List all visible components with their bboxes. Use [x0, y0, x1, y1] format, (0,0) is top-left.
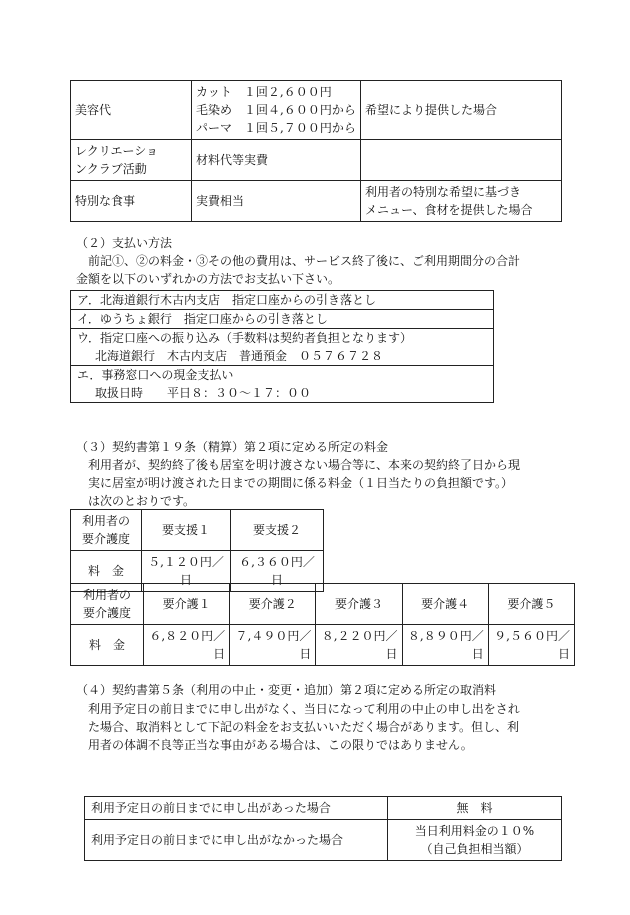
cancel-fee: 当日利用料金の１０% （自己負担相当額）	[388, 820, 562, 861]
fee-item: 美容代	[71, 81, 192, 140]
fee-note: 利用者の特別な希望に基づき メニュー、食材を提供した場合	[361, 181, 562, 222]
fee-value: ９,５６０円／ 日	[488, 625, 574, 666]
column-header: 要介護５	[488, 584, 574, 625]
row-label: 料 金	[71, 551, 142, 592]
fees-table	[70, 80, 562, 222]
column-header: 要介護２	[230, 584, 316, 625]
fee-value: ８,８９０円／ 日	[402, 625, 488, 666]
fee-value: ８,２２０円／ 日	[316, 625, 402, 666]
paragraph-line: 前記①、②の料金・③その他の費用は、サービス終了後に、ご利用期間分の合計	[88, 254, 521, 268]
fee-note	[361, 140, 562, 181]
payment-method: ウ．指定口座への振り込み（手数料は契約者負担となります） 北海道銀行 木古内支店 普通預金 ０５７６７２８	[71, 329, 494, 366]
table-row	[71, 81, 562, 140]
paragraph-line: 利用者が、契約終了後も居室を明け渡さない場合等に、本来の契約終了日から現	[88, 458, 521, 472]
paragraph-line: 用者の体調不良等正当な事由がある場合は、この限りではありません。	[88, 738, 473, 752]
payment-method: エ．事務窓口への現金支払い 取扱日時 平日８：３０～１７：００	[71, 366, 494, 403]
table-row	[71, 140, 562, 181]
column-header: 要介護１	[144, 584, 230, 625]
paragraph-line: た場合、取消料として下記の料金をお支払いいただく場合があります。但し、利	[88, 720, 520, 734]
fee-value: ７,４９０円／ 日	[230, 625, 316, 666]
cancel-condition: 利用予定日の前日までに申し出があった場合	[85, 797, 388, 820]
payment-methods-table	[70, 290, 494, 403]
paragraph-line: 利用予定日の前日までに申し出がなく、当日になって利用の中止の申し出をされ	[88, 702, 520, 716]
fee-note: 希望により提供した場合	[361, 81, 562, 140]
table-row	[85, 797, 562, 820]
fee-detail: 材料代等実費	[192, 140, 361, 181]
column-header: 要支援１	[142, 510, 231, 551]
table-row	[71, 329, 494, 366]
cancel-fee: 無 料	[388, 797, 562, 820]
cancellation-fee-table	[84, 796, 562, 861]
section-heading: （３）契約書第１９条（精算）第２項に定める所定の料金	[76, 440, 389, 454]
fee-value: ６,３６０円／日	[231, 551, 324, 592]
table-row	[71, 310, 494, 329]
column-header: 要介護４	[402, 584, 488, 625]
fee-item: 特別な食事	[71, 181, 192, 222]
fee-value: ５,１２０円／日	[142, 551, 231, 592]
section-heading: （４）契約書第５条（利用の中止・変更・追加）第２項に定める所定の取消料	[76, 683, 497, 697]
header-label: 利用者の 要介護度	[71, 584, 144, 625]
table-row	[71, 584, 575, 625]
column-header: 要介護３	[316, 584, 402, 625]
section-heading: （２）支払い方法	[76, 236, 173, 250]
payment-method: イ．ゆうちょ銀行 指定口座からの引き落とし	[71, 310, 494, 329]
fee-value: ６,８２０円／ 日	[144, 625, 230, 666]
cancel-condition: 利用予定日の前日までに申し出がなかった場合	[85, 820, 388, 861]
fee-detail: カット １回２,６００円 毛染め １回４,６００円から パーマ １回５,７００円から	[192, 81, 361, 140]
header-label: 利用者の 要介護度	[71, 510, 142, 551]
fee-item: レクリエーショ ンクラブ活動	[71, 140, 192, 181]
table-row	[71, 510, 324, 551]
paragraph-line: は次のとおりです。	[88, 494, 196, 508]
column-header: 要支援２	[231, 510, 324, 551]
table-row	[71, 366, 494, 403]
paragraph-line: 金額を以下のいずれかの方法でお支払い下さい。	[76, 272, 341, 286]
fee-detail: 実費相当	[192, 181, 361, 222]
table-row	[71, 181, 562, 222]
table-row	[71, 625, 575, 666]
table-row	[85, 820, 562, 861]
care-level-fee-table	[70, 583, 575, 666]
support-level-fee-table	[70, 509, 324, 592]
paragraph-line: 実に居室が明け渡された日までの期間に係る料金（１日当たりの負担額です。）	[88, 476, 514, 490]
payment-method: ア．北海道銀行木古内支店 指定口座からの引き落とし	[71, 291, 494, 310]
row-label: 料 金	[71, 625, 144, 666]
table-row	[71, 291, 494, 310]
